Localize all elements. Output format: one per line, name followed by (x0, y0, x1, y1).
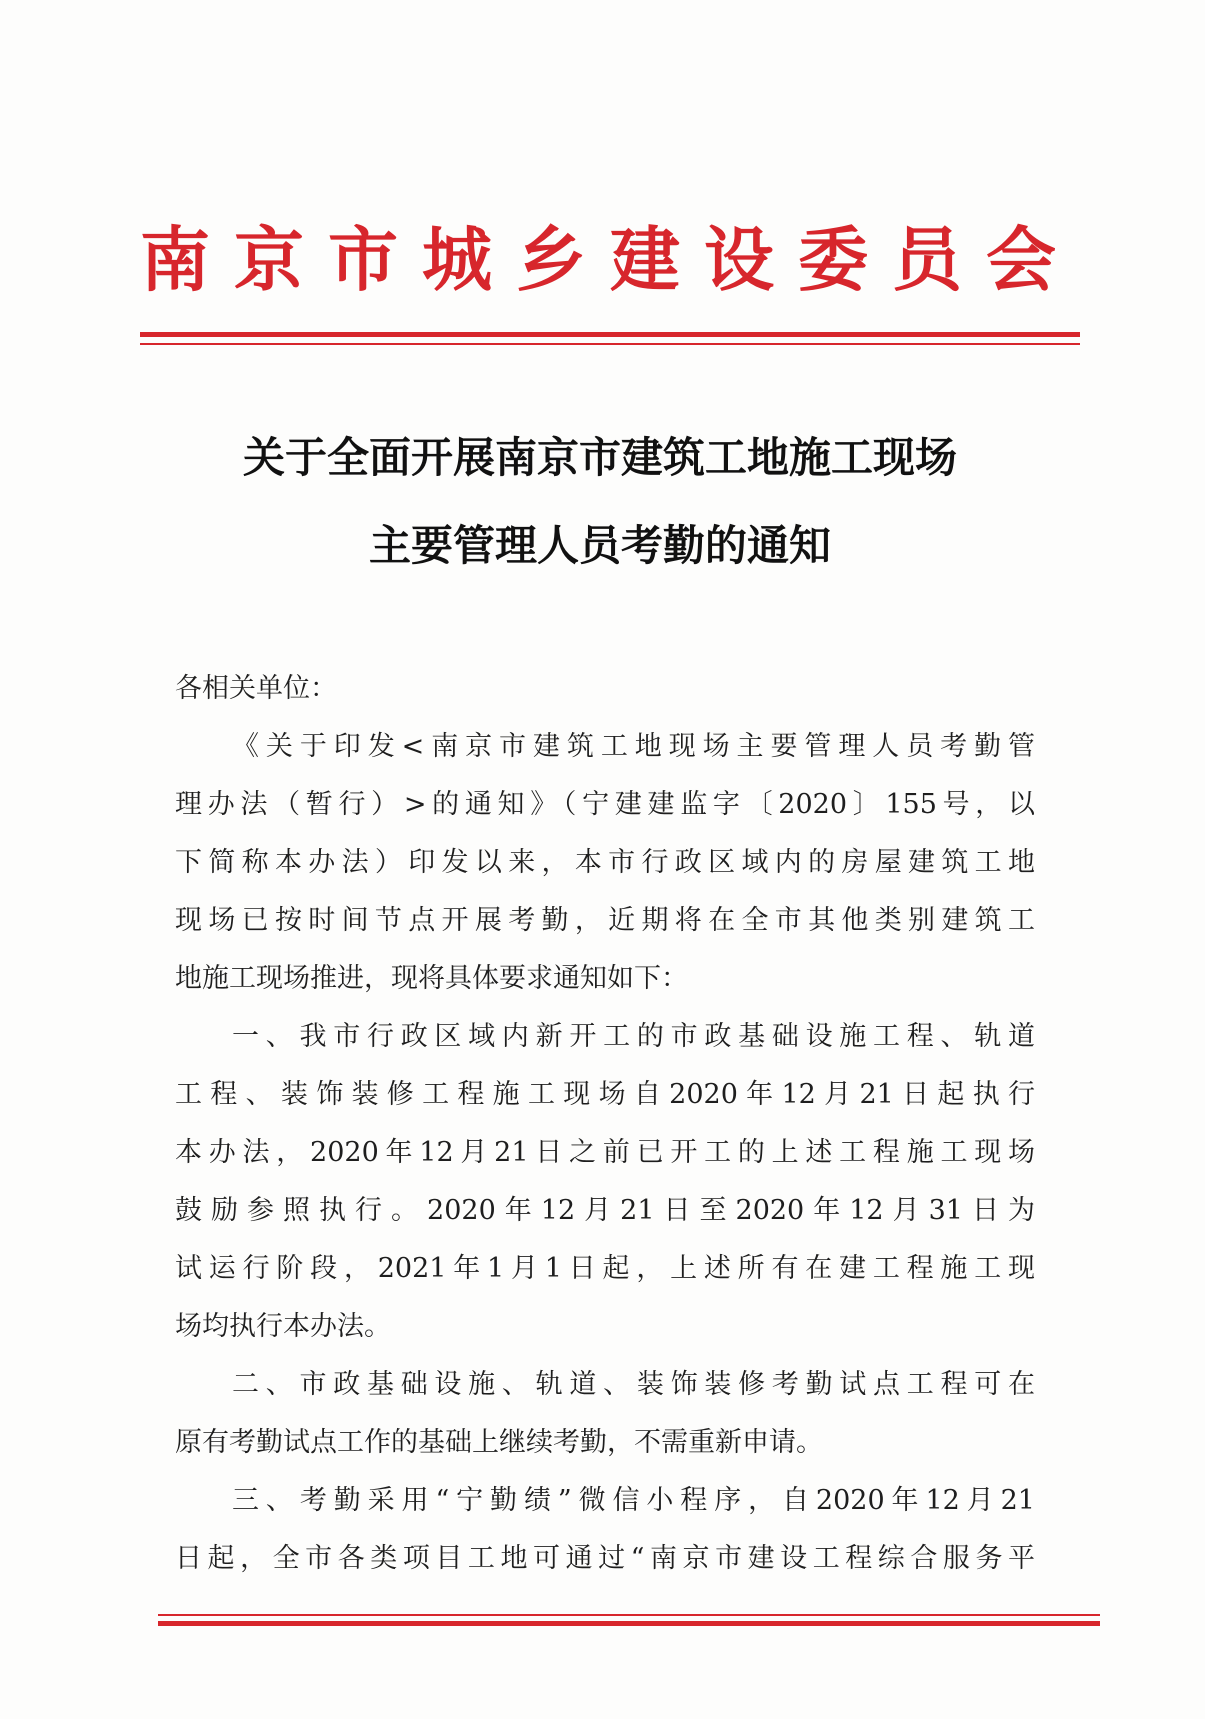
body-line: 日起，全市各类项目工地可通过“南京市建设工程综合服务平 (175, 1543, 1035, 1574)
masthead-org-name: 南京市城乡建设委员会 (140, 218, 1080, 301)
body-line: 理办法（暂行）>的通知》（宁建建监字〔2020〕155号，以 (175, 789, 1035, 820)
document-title-line-2: 主要管理人员考勤的通知 (368, 521, 831, 570)
body-line: 三、考勤采用“宁勤绩”微信小程序，自2020年12月21 (232, 1485, 1035, 1516)
footer-rule-thin (158, 1614, 1100, 1616)
body-line: 原有考勤试点工作的基础上继续考勤，不需重新申请。 (175, 1427, 823, 1458)
body-line: 地施工现场推进，现将具体要求通知如下： (175, 963, 688, 994)
body-line: 一、我市行政区域内新开工的市政基础设施工程、轨道 (232, 1021, 1035, 1052)
body-line: 鼓励参照执行。2020年12月21日至2020年12月31日为 (175, 1195, 1035, 1226)
body-line: 现场已按时间节点开展考勤，近期将在全市其他类别建筑工 (175, 905, 1035, 936)
masthead-rule-thin (140, 343, 1080, 345)
salutation: 各相关单位： (175, 673, 337, 704)
body-line: 二、市政基础设施、轨道、装饰装修考勤试点工程可在 (232, 1369, 1035, 1400)
masthead-rule-thick (140, 332, 1080, 337)
body-line: 工程、装饰装修工程施工现场自2020年12月21日起执行 (175, 1079, 1035, 1110)
body-line: 《关于印发<南京市建筑工地现场主要管理人员考勤管 (232, 731, 1035, 762)
document-body (175, 660, 1035, 1588)
body-line: 场均执行本办法。 (175, 1311, 391, 1342)
body-line: 下简称本办法）印发以来，本市行政区域内的房屋建筑工地 (175, 847, 1035, 878)
body-line: 试运行阶段，2021年1月1日起，上述所有在建工程施工现 (175, 1253, 1035, 1284)
document-title-line-1: 关于全面开展南京市建筑工地施工现场 (242, 433, 957, 482)
footer-rule-thick (158, 1621, 1100, 1626)
body-line: 本办法，2020年12月21日之前已开工的上述工程施工现场 (175, 1137, 1035, 1168)
